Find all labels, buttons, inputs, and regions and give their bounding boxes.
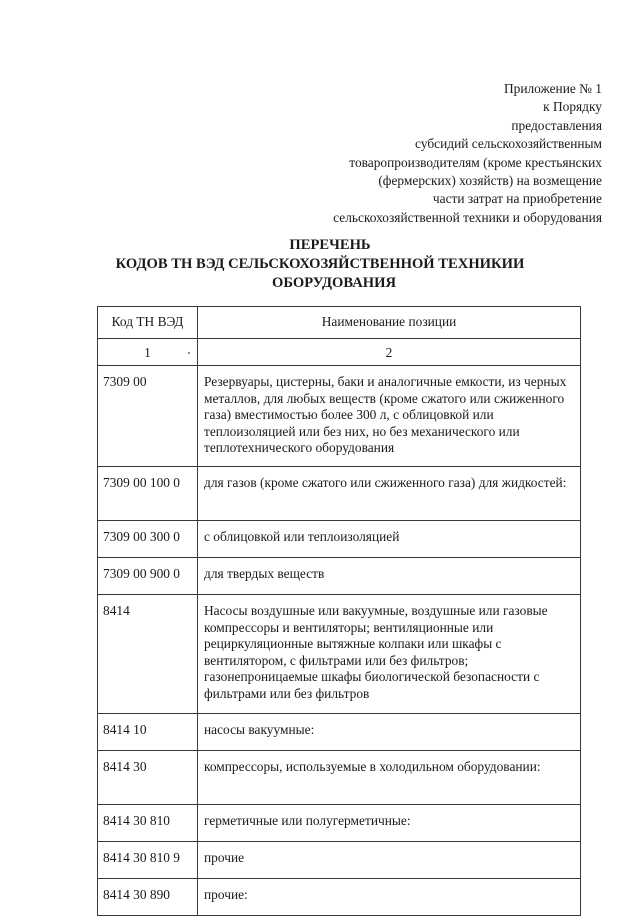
name-cell: Резервуары, цистерны, баки и аналогичные емкости, из черных металлов, для любых веществ (кроме сжатого или сжиженного газа) вместимостью более 300 л, с облицовкой или теплоизоляцией или без них, но без механического или теплотехнического оборудования [198,366,581,467]
code-cell: 8414 [98,595,198,714]
name-cell: с облицовкой или теплоизоляцией [198,521,581,558]
name-cell: прочие [198,842,581,879]
table-row [98,714,581,751]
table-row [98,558,581,595]
title-line: ОБОРУДОВАНИЯ [271,275,397,291]
name-cell: насосы вакуумные: [198,714,581,751]
name-cell: прочие: [198,879,581,916]
appendix-line: товаропроизводителям (кроме крестьянских [349,154,602,170]
document-title [0,236,640,293]
appendix-header [202,80,602,227]
appendix-line: части затрат на приобретение [432,191,602,207]
column-number: 1 [98,339,198,366]
table-row [98,879,581,916]
title-line: ПЕРЕЧЕНЬ [289,237,371,253]
title-line: КОДОВ ТН ВЭД СЕЛЬСКОХОЗЯЙСТВЕННОЙ ТЕХНИКИИ [115,256,525,272]
code-cell: 7309 00 [98,366,198,467]
code-cell: 8414 30 810 9 [98,842,198,879]
appendix-line: (фермерских) хозяйств) на возмещение [378,173,602,189]
table-row [98,521,581,558]
code-cell: 7309 00 900 0 [98,558,198,595]
column-number: 2 [198,339,581,366]
codes-table [97,306,581,916]
appendix-line: субсидий сельскохозяйственным [415,136,602,152]
name-cell: для твердых веществ [198,558,581,595]
code-cell: 8414 30 810 [98,805,198,842]
appendix-line: сельскохозяйственной техники и оборудования [333,209,602,225]
code-cell: 7309 00 100 0 [98,467,198,521]
name-cell: компрессоры, используемые в холодильном оборудовании: [198,751,581,805]
code-cell: 8414 10 [98,714,198,751]
table-row [98,467,581,521]
table-row [98,595,581,714]
code-cell: 7309 00 300 0 [98,521,198,558]
table-row [98,751,581,805]
scan-speck [188,352,190,354]
appendix-line: к Порядку [543,99,602,115]
table-row [98,366,581,467]
table-row [98,805,581,842]
appendix-line: Приложение № 1 [503,81,602,96]
table-row [98,842,581,879]
code-cell: 8414 30 [98,751,198,805]
code-cell: 8414 30 890 [98,879,198,916]
table-header-row [98,307,581,339]
name-cell: Насосы воздушные или вакуумные, воздушные или газовые компрессоры и вентиляторы; вентиляционные или рециркуляционные вытяжные колпаки или шкафы с вентилятором, с фильтрами или без фильтров; газонепроницаемые шкафы биологической безопасности с фильтрами или без фильтров [198,595,581,714]
name-cell: герметичные или полугерметичные: [198,805,581,842]
name-cell: для газов (кроме сжатого или сжиженного газа) для жидкостей: [198,467,581,521]
header-code: Код ТН ВЭД [98,307,198,339]
column-number-row [98,339,581,366]
appendix-line: предоставления [511,117,602,133]
header-name: Наименование позиции [198,307,581,339]
